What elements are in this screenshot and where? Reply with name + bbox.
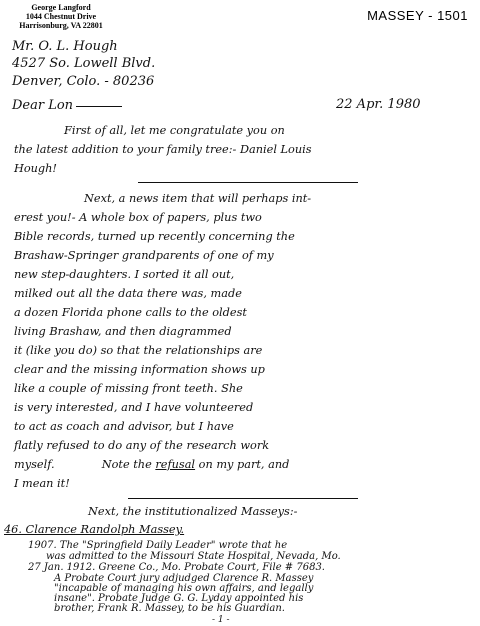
para2-line: to act as coach and advisor, but I have: [14, 420, 234, 433]
entry-heading: 46. Clarence Randolph Massey.: [4, 523, 185, 536]
para2-line: milked out all the data there was, made: [14, 287, 242, 300]
para2-line: clear and the missing information shows up: [14, 363, 265, 376]
para2-line: it (like you do) so that the relationships are: [14, 344, 263, 357]
para1-line: the latest addition to your family tree:- Daniel Louis: [14, 143, 312, 156]
entry-line: brother, Frank R. Massey, to be his Guardian.: [54, 603, 285, 614]
salutation: Dear Lon: [12, 98, 74, 113]
entry-line: A Probate Court jury adjudged Clarence R. Massey: [54, 573, 314, 584]
para2-line: new step-daughters. I sorted it all out,: [14, 268, 235, 281]
para2-line: erest you!- A whole box of papers, plus two: [14, 211, 262, 224]
recipient-city: Denver, Colo. - 80236: [12, 74, 155, 89]
para2-line: flatly refused to do any of the research work: [14, 439, 270, 452]
recipient-street: 4527 So. Lowell Blvd.: [12, 56, 156, 71]
letterhead-city: Harrisonburg, VA 22801: [19, 21, 103, 30]
para2-line-with-note: [14, 459, 289, 470]
para2-line: like a couple of missing front teeth. She: [14, 382, 243, 395]
salutation-dash: [76, 106, 122, 107]
letterhead-street: 1044 Chestnut Drive: [25, 12, 97, 21]
para1-line: First of all, let me congratulate you on: [64, 124, 285, 137]
entry-line: insane". Probate Judge G. G. Lyday appointed his: [54, 593, 304, 604]
para2-last-sentence-start: myself.: [14, 458, 55, 471]
para2-line: is very interested, and I have volunteered: [14, 401, 254, 414]
page-number: - 1 -: [212, 615, 230, 625]
note-prefix: Note the: [101, 458, 156, 471]
letterhead: [8, 3, 114, 30]
para1-line: Hough!: [14, 162, 57, 175]
section-divider: [138, 182, 358, 183]
para2-line: Next, a news item that will perhaps int-: [84, 192, 312, 205]
recipient-name: Mr. O. L. Hough: [12, 39, 118, 54]
note-suffix: on my part, and: [195, 458, 290, 471]
para2-line: Bible records, turned up recently concerning the: [14, 230, 295, 243]
entry-line: 1907. The "Springfield Daily Leader" wrote that he: [28, 540, 288, 551]
emphasized-word: refusal: [155, 458, 196, 471]
file-reference: MASSEY - 1501: [367, 8, 468, 23]
section-divider: [128, 498, 358, 499]
entry-line: 27 Jan. 1912. Greene Co., Mo. Probate Court, File # 7683.: [28, 562, 325, 573]
para2-line: Brashaw-Springer grandparents of one of my: [14, 249, 274, 262]
entry-line: was admitted to the Missouri State Hospital, Nevada, Mo.: [46, 551, 341, 562]
para2-line: living Brashaw, and then diagrammed: [14, 325, 232, 338]
para2-closing: I mean it!: [14, 477, 70, 490]
para2-line: a dozen Florida phone calls to the oldest: [14, 306, 247, 319]
letter-date: 22 Apr. 1980: [336, 97, 421, 112]
para3-intro: Next, the institutionalized Masseys:-: [88, 505, 298, 518]
letterhead-name: George Langford: [31, 3, 91, 12]
entry-line: "incapable of managing his own affairs, and legally: [54, 583, 314, 594]
